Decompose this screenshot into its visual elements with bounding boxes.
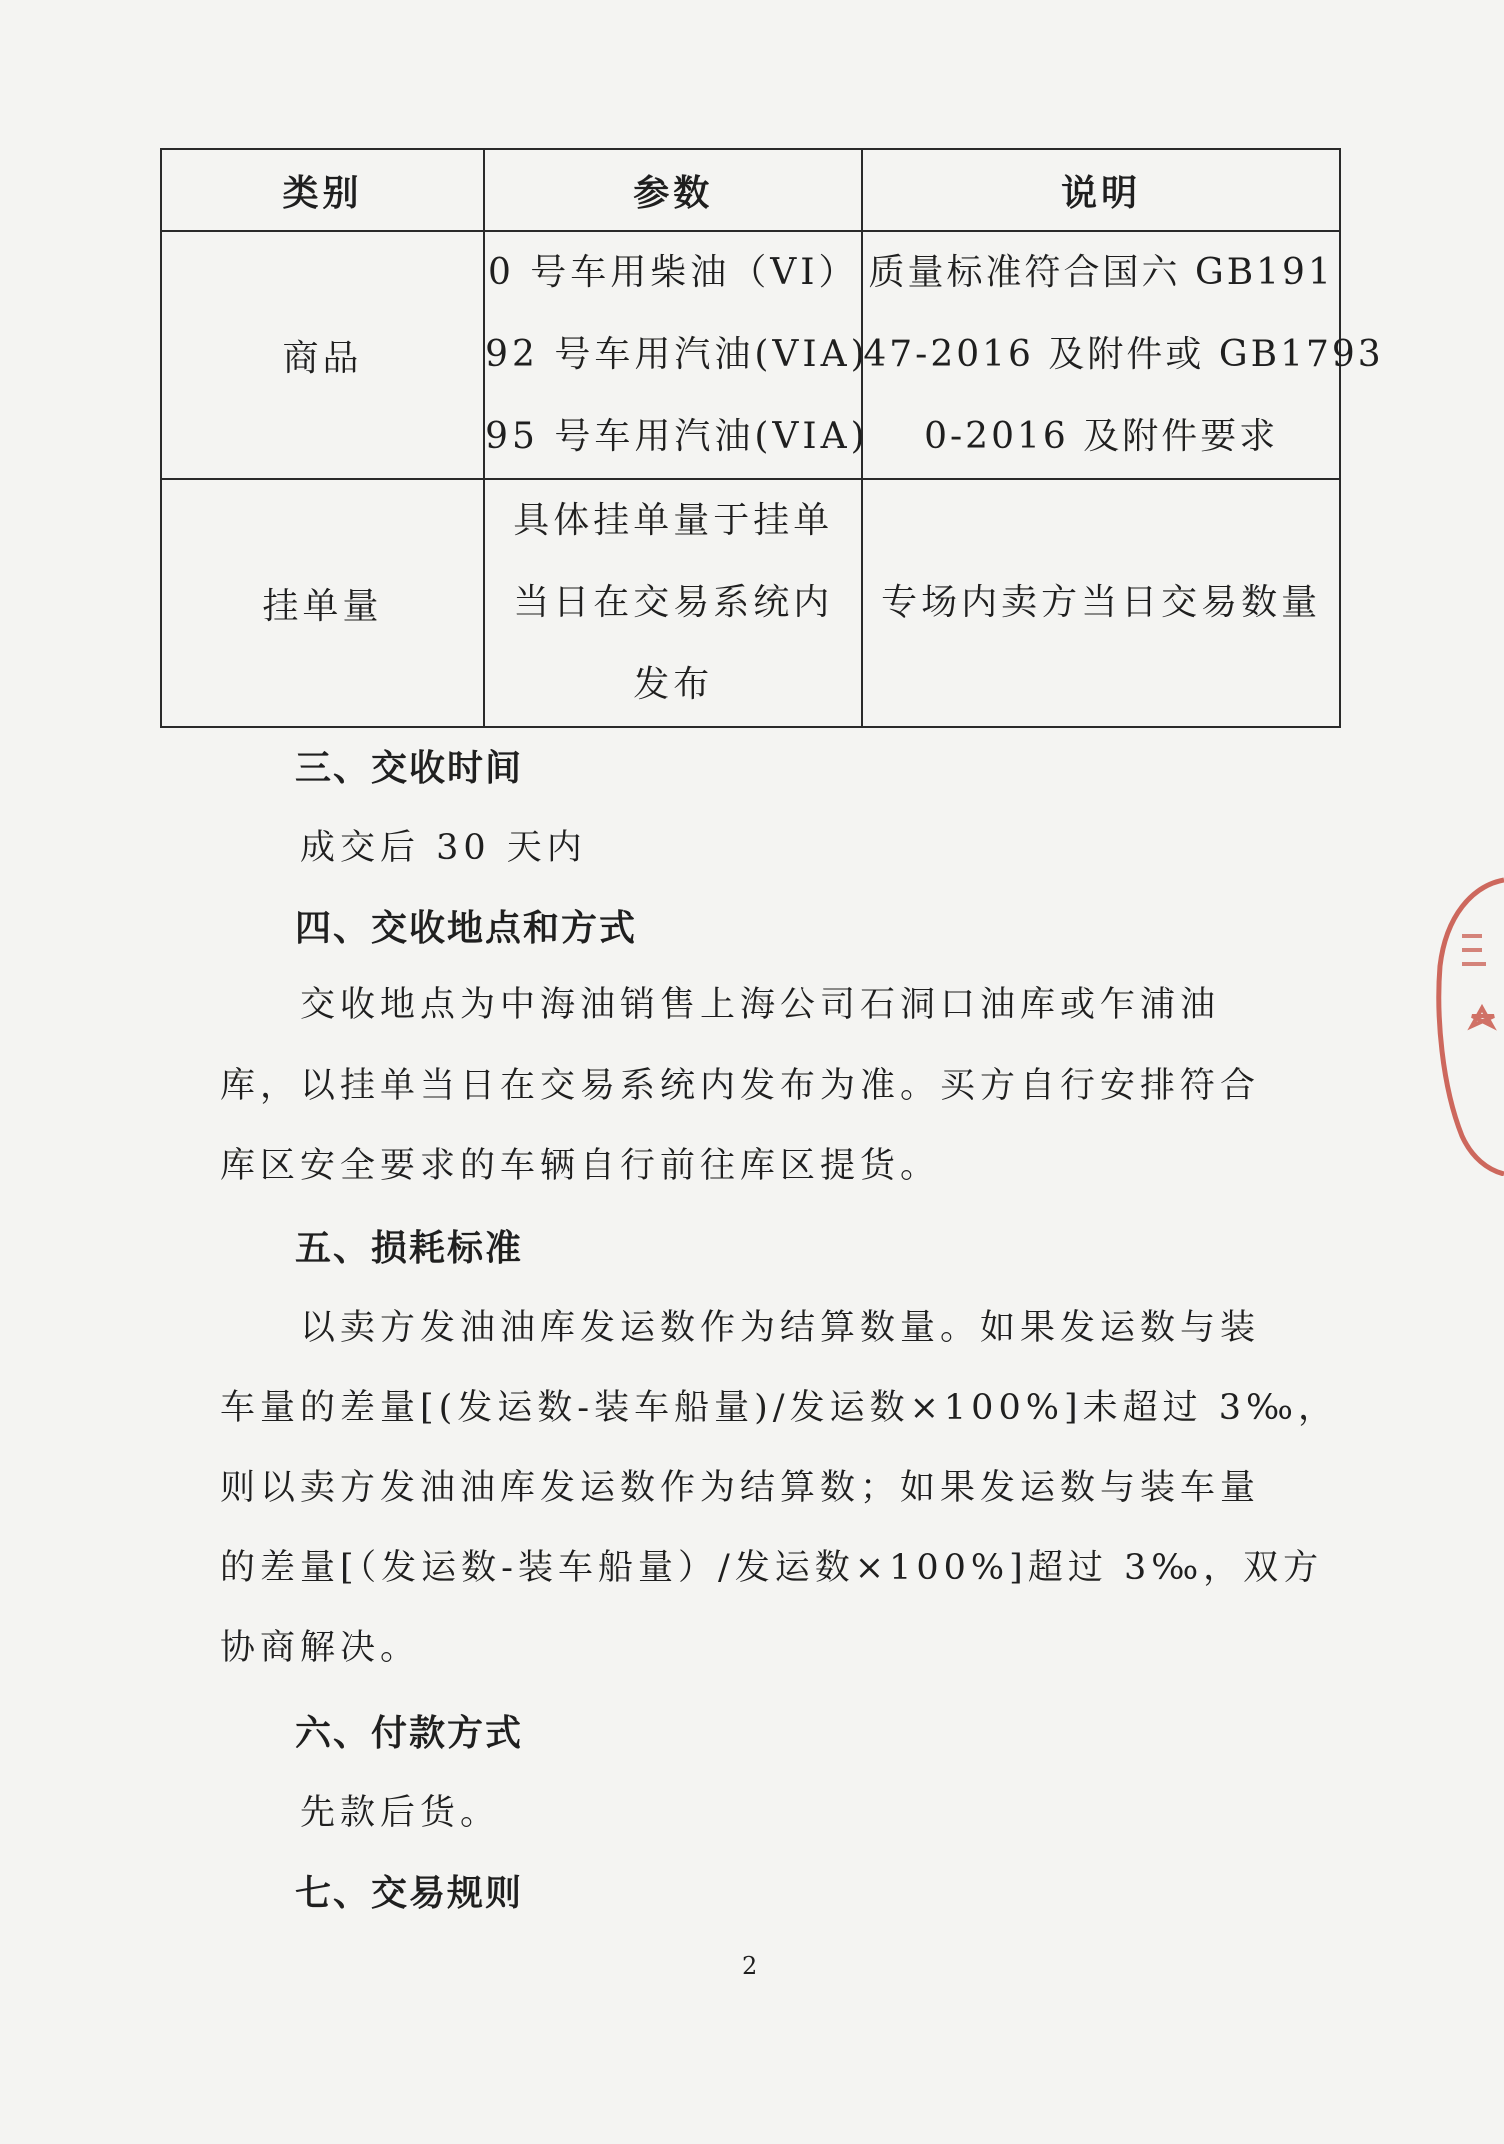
section-heading: 四、交收地点和方式	[295, 908, 638, 949]
paragraph-line: 库区安全要求的车辆自行前往库区提货。	[220, 1146, 941, 1186]
paragraph-line: 则以卖方发油油库发运数作为结算数；如果发运数与装车量	[220, 1468, 1261, 1508]
row-params	[484, 479, 862, 727]
section-heading: 七、交易规则	[295, 1873, 524, 1914]
row-category: 商品	[161, 231, 484, 479]
section-heading: 六、付款方式	[295, 1713, 524, 1754]
table-row	[161, 479, 1340, 727]
header-notes: 说明	[862, 149, 1340, 231]
spec-table	[160, 148, 1384, 728]
header-category: 类别	[161, 149, 484, 231]
page-number: 2	[742, 1952, 758, 1980]
row-notes	[862, 231, 1384, 479]
table-row	[161, 231, 1340, 479]
paragraph-line: 以卖方发油油库发运数作为结算数量。如果发运数与装	[300, 1308, 1261, 1348]
section-heading: 三、交收时间	[295, 748, 524, 789]
table-header-row	[161, 149, 1340, 231]
paragraph-line: 成交后 30 天内	[300, 828, 587, 868]
param-line: 发布	[633, 664, 714, 705]
param-line: 0 号车用柴油（VI）	[487, 252, 859, 293]
note-line: 质量标准符合国六 GB191	[868, 252, 1334, 293]
seal-stamp-fragment	[1432, 876, 1504, 1176]
paragraph-line: 库，以挂单当日在交易系统内发布为准。买方自行安排符合	[220, 1066, 1261, 1106]
note-line: 0-2016 及附件要求	[924, 416, 1279, 457]
row-notes	[862, 479, 1340, 727]
paragraph-line: 车量的差量[(发运数-装车船量)/发运数×100%]未超过 3‰，	[220, 1388, 1338, 1428]
note-line: 47-2016 及附件或 GB1793	[863, 334, 1384, 375]
row-category: 挂单量	[161, 479, 484, 727]
param-line: 95 号车用汽油(VIA)	[485, 416, 869, 457]
param-line: 92 号车用汽油(VIA)	[485, 334, 869, 375]
param-line: 当日在交易系统内	[513, 582, 834, 623]
section-heading: 五、损耗标准	[295, 1228, 524, 1269]
paragraph-line: 协商解决。	[220, 1628, 421, 1668]
row-params	[484, 231, 869, 479]
param-line: 具体挂单量于挂单	[513, 500, 834, 541]
paragraph-line: 先款后货。	[300, 1793, 501, 1833]
header-params: 参数	[484, 149, 862, 231]
note-line: 专场内卖方当日交易数量	[881, 582, 1322, 623]
paragraph-line: 的差量[（发运数-装车船量）/发运数×100%]超过 3‰，双方	[220, 1548, 1324, 1588]
paragraph-line: 交收地点为中海油销售上海公司石洞口油库或乍浦油	[300, 985, 1221, 1025]
